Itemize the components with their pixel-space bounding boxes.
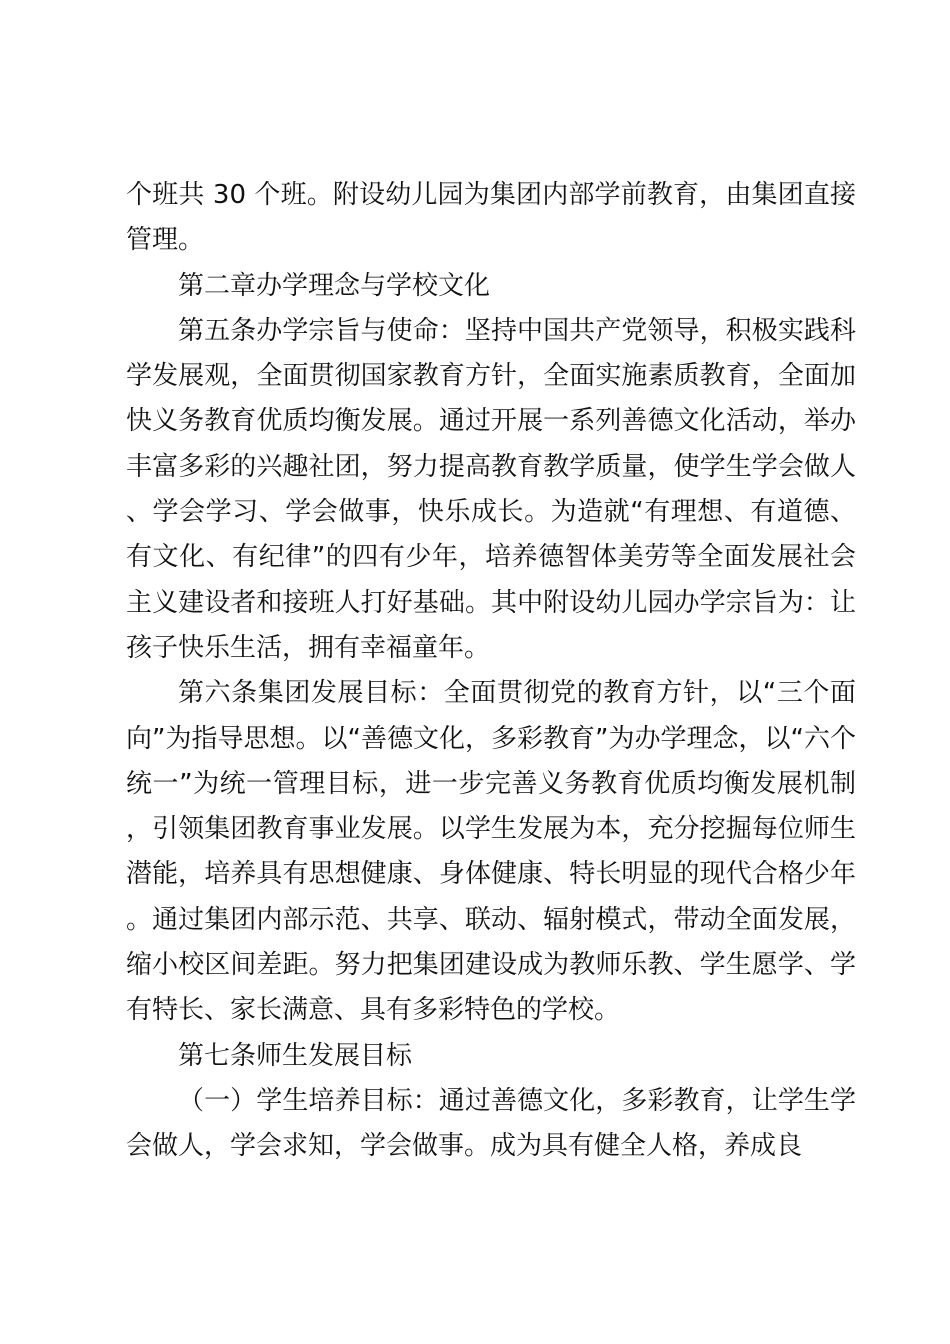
article-6-paragraph: 第六条集团发展目标：全面贯彻党的教育方针，以“三个面向”为指导思想。以“善德文化，多彩教育”为办学理念，以“六个统一”为统一管理目标，进一步完善义务教育优质均衡发展机制，引领集团教育事业发展。以学生发展为本，充分挖掘每位师生潜能，培养具有思想健康、身体健康、特长明显的现代合格少年。通过集团内部示范、共享、联动、辐射模式，带动全面发展，缩小校区间差距。努力把集团建设成为教师乐教、学生愿学、学有特长、家长满意、具有多彩特色的学校。: [126, 678, 856, 1026]
article-7-item-1-paragraph: （一）学生培养目标：通过善德文化，多彩教育，让学生学会做人，学会求知，学会做事。成为具有健全人格，养成良: [126, 1085, 856, 1162]
chapter-2-heading: 第二章办学理念与学校文化: [178, 270, 491, 301]
article-7-heading: 第七条师生发展目标: [178, 1040, 413, 1071]
article-5-paragraph: 第五条办学宗旨与使命：坚持中国共产党领导，积极实践科学发展观，全面贯彻国家教育方针，全面实施素质教育，全面加快义务教育优质均衡发展。通过开展一系列善德文化活动，举办丰富多彩的兴趣社团，努力提高教育教学质量，使学生学会做人、学会学习、学会做事，快乐成长。为造就“有理想、有道德、有文化、有纪律”的四有少年，培养德智体美劳等全面发展社会主义建设者和接班人打好基础。其中附设幼儿园办学宗旨为：让孩子快乐生活，拥有幸福童年。: [126, 315, 856, 663]
document-body: [126, 173, 856, 1170]
paragraph-continuation: 个班共 30 个班。附设幼儿园为集团内部学前教育，由集团直接管理。: [126, 180, 856, 256]
